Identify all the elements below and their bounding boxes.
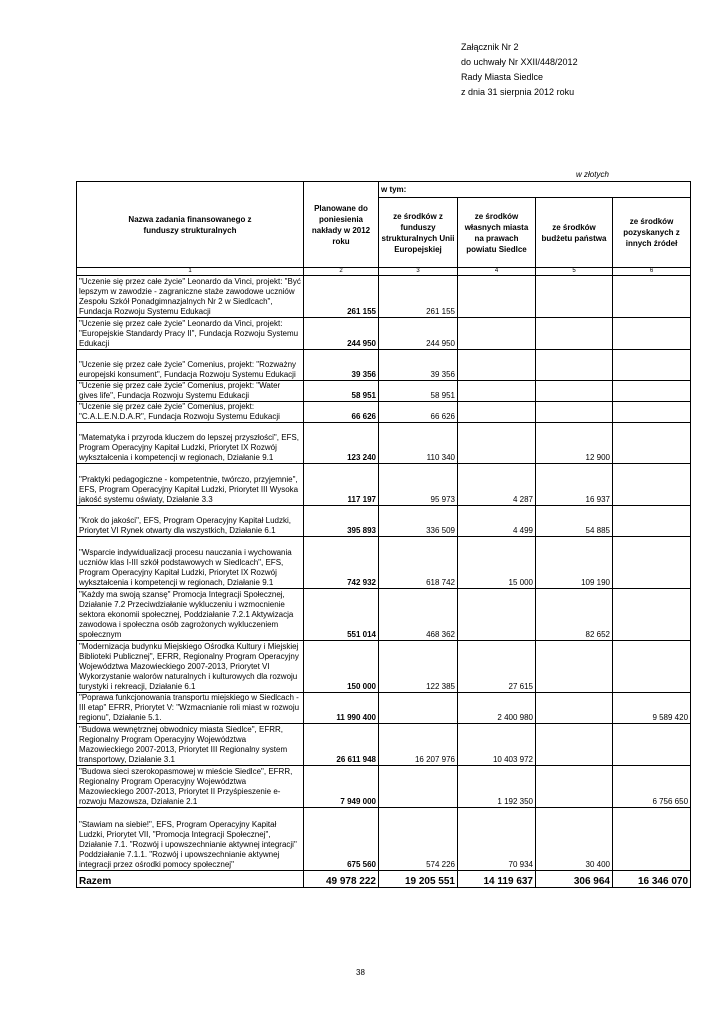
- state-value: 82 652: [536, 589, 613, 641]
- own-value: [458, 589, 536, 641]
- other-value: [613, 276, 691, 318]
- own-value: [458, 318, 536, 350]
- task-name: "Praktyki pedagogiczne - kompetentnie, twórczo, przyjemnie", EFS, Program Operacyjny Kapitał Ludzki, Priorytet III Wysoka jakość systemu oświaty, Działanie 3.3: [77, 464, 304, 506]
- state-value: 109 190: [536, 537, 613, 589]
- column-header-eu: ze środków z funduszy strukturalnych Unii Europejskiej: [379, 198, 458, 268]
- other-value: 6 756 650: [613, 766, 691, 808]
- other-value: [613, 318, 691, 350]
- total-other: 16 346 070: [613, 871, 691, 888]
- other-value: [613, 589, 691, 641]
- column-number: 2: [304, 268, 379, 276]
- page-number: 38: [356, 968, 365, 977]
- own-value: [458, 276, 536, 318]
- eu-value: 468 362: [379, 589, 458, 641]
- task-name: "Krok do jakości", EFS, Program Operacyjny Kapitał Ludzki, Priorytet VI Rynek otwarty dla wszystkich, Działanie 6.1: [77, 506, 304, 537]
- eu-value: 618 742: [379, 537, 458, 589]
- state-value: [536, 766, 613, 808]
- other-value: [613, 641, 691, 693]
- own-value: 70 934: [458, 808, 536, 871]
- table-row: [77, 641, 691, 693]
- state-value: 16 937: [536, 464, 613, 506]
- eu-value: 58 951: [379, 381, 458, 402]
- column-header-wtym: w tym:: [379, 182, 691, 198]
- task-name: "Uczenie się przez całe życie" Comenius, projekt: "Rozważny europejski konsument", Fundacja Rozwoju Systemu Edukacji: [77, 350, 304, 381]
- other-value: [613, 402, 691, 423]
- own-value: 2 400 980: [458, 693, 536, 724]
- task-name: "Poprawa funkcjonowania transportu miejskiego w Siedlcach - III etap" EFRR, Priorytet V: "Wzmacnianie roli miast w rozwoju regionu", Działanie 5.1.: [77, 693, 304, 724]
- table-row: [77, 423, 691, 464]
- other-value: [613, 537, 691, 589]
- table-row: [77, 318, 691, 350]
- planned-value: 261 155: [304, 276, 379, 318]
- table-row: [77, 464, 691, 506]
- other-value: [613, 464, 691, 506]
- task-name: "Uczenie się przez całe życie" Leonardo da Vinci, projekt: "Być lepszym w zawodzie - zagraniczne staże zawodowe uczniów Zespołu Szkół Ponadgimnazjalnych Nr 2 w Siedlcach", Fundacja Rozwoju Systemu Edukacji: [77, 276, 304, 318]
- eu-value: 16 207 976: [379, 724, 458, 766]
- column-header-own: ze środków własnych miasta na prawach powiatu Siedlce: [458, 198, 536, 268]
- planned-value: 675 560: [304, 808, 379, 871]
- own-value: [458, 350, 536, 381]
- column-number: 3: [379, 268, 458, 276]
- own-value: 10 403 972: [458, 724, 536, 766]
- planned-value: 244 950: [304, 318, 379, 350]
- planned-value: 551 014: [304, 589, 379, 641]
- task-name: "Uczenie się przez całe życie" Comenius, projekt: "C.A.L.E.N.D.A.R", Fundacja Rozwoju Systemu Edukacji: [77, 402, 304, 423]
- planned-value: 7 949 000: [304, 766, 379, 808]
- other-value: 9 589 420: [613, 693, 691, 724]
- column-number: 4: [458, 268, 536, 276]
- task-name: "Stawiam na siebie!", EFS, Program Operacyjny Kapitał Ludzki, Priorytet VII, "Promocja Integracji Społecznej", Działanie 7.1. "Rozwój i upowszechnianie aktywnej integracji" Poddziałanie 7.1.1. "Rozwój i upowszechnianie aktywnej integracji przez ośrodki pomocy społecznej": [77, 808, 304, 871]
- total-planned: 49 978 222: [304, 871, 379, 888]
- column-number: 6: [613, 268, 691, 276]
- table-row: [77, 766, 691, 808]
- task-name: "Budowa sieci szerokopasmowej w mieście Siedlce", EFRR, Regionalny Program Operacyjny Województwa Mazowieckiego 2007-2013, Priorytet II Przyśpieszenie e-rozwoju Mazowsza, Działanie 2.1: [77, 766, 304, 808]
- column-number: 5: [536, 268, 613, 276]
- eu-value: 66 626: [379, 402, 458, 423]
- task-name: "Uczenie się przez całe życie" Leonardo da Vinci, projekt: "Europejskie Standardy Pracy II", Fundacja Rozwoju Systemu Edukacji: [77, 318, 304, 350]
- table-row: [77, 276, 691, 318]
- planned-value: 58 951: [304, 381, 379, 402]
- attachment-header: [461, 40, 578, 100]
- table-row: [77, 808, 691, 871]
- table-row: [77, 724, 691, 766]
- eu-value: 122 385: [379, 641, 458, 693]
- planned-value: 66 626: [304, 402, 379, 423]
- eu-value: 39 356: [379, 350, 458, 381]
- planned-value: 26 611 948: [304, 724, 379, 766]
- total-own: 14 119 637: [458, 871, 536, 888]
- task-name: "Każdy ma swoją szansę" Promocja Integracji Społecznej, Działanie 7.2 Przeciwdziałanie wykluczeniu i wzmocnienie sektora ekonomii społecznej, Poddziałanie 7.2.1 Aktywizacja zawodowa i społeczna osób zagrożonych wykluczeniem społecznym: [77, 589, 304, 641]
- planned-value: 11 990 400: [304, 693, 379, 724]
- state-value: [536, 318, 613, 350]
- total-label: Razem: [77, 871, 304, 888]
- task-name: "Matematyka i przyroda kluczem do lepszej przyszłości", EFS, Program Operacyjny Kapitał Ludzki, Priorytet IX Rozwój wykształcenia i kompetencji w regionach, Działanie 9.1: [77, 423, 304, 464]
- table-row: [77, 402, 691, 423]
- table-row: [77, 693, 691, 724]
- attachment-number: Załącznik Nr 2: [461, 42, 519, 52]
- eu-value: 261 155: [379, 276, 458, 318]
- table-row: [77, 350, 691, 381]
- planned-value: 39 356: [304, 350, 379, 381]
- state-value: 12 900: [536, 423, 613, 464]
- eu-value: 110 340: [379, 423, 458, 464]
- task-name: "Uczenie się przez całe życie" Comenius, projekt: "Water gives life", Fundacja Rozwoju Systemu Edukacji: [77, 381, 304, 402]
- state-value: [536, 693, 613, 724]
- total-row: [77, 871, 691, 888]
- resolution-date: z dnia 31 sierpnia 2012 roku: [461, 87, 575, 97]
- column-header-name: Nazwa zadania finansowanego z funduszy strukturalnych: [77, 182, 304, 268]
- own-value: 4 287: [458, 464, 536, 506]
- other-value: [613, 506, 691, 537]
- state-value: [536, 350, 613, 381]
- other-value: [613, 724, 691, 766]
- table-row: [77, 506, 691, 537]
- other-value: [613, 808, 691, 871]
- eu-value: 336 509: [379, 506, 458, 537]
- own-value: [458, 423, 536, 464]
- resolution-number: do uchwały Nr XXII/448/2012: [461, 57, 578, 67]
- column-number: 1: [77, 268, 304, 276]
- task-name: "Wsparcie indywidualizacji procesu nauczania i wychowania uczniów klas I-III szkół podstawowych w Siedlcach", EFS, Program Operacyjny Kapitał Ludzki, Priorytet IX Rozwój wykształcenia i kompetencji w regionach, Działanie 9.1: [77, 537, 304, 589]
- funding-table: [76, 181, 691, 888]
- state-value: [536, 381, 613, 402]
- state-value: [536, 402, 613, 423]
- own-value: [458, 381, 536, 402]
- own-value: [458, 402, 536, 423]
- task-name: "Modernizacja budynku Miejskiego Ośrodka Kultury i Miejskiej Biblioteki Publicznej", EFRR, Regionalny Program Operacyjny Województwa Mazowieckiego 2007-2013, Priorytet VI Wykorzystanie walorów naturalnych i kulturowych dla rozwoju turystyki i rekreacji, Działanie 6.1: [77, 641, 304, 693]
- eu-value: 95 973: [379, 464, 458, 506]
- planned-value: 742 932: [304, 537, 379, 589]
- other-value: [613, 350, 691, 381]
- own-value: 4 499: [458, 506, 536, 537]
- planned-value: 123 240: [304, 423, 379, 464]
- state-value: [536, 641, 613, 693]
- table-row: [77, 381, 691, 402]
- total-eu: 19 205 551: [379, 871, 458, 888]
- eu-value: [379, 766, 458, 808]
- currency-unit: w złotych: [576, 170, 609, 179]
- column-number-row: [77, 268, 691, 276]
- other-value: [613, 423, 691, 464]
- council-name: Rady Miasta Siedlce: [461, 72, 544, 82]
- planned-value: 117 197: [304, 464, 379, 506]
- own-value: 1 192 350: [458, 766, 536, 808]
- table-row: [77, 537, 691, 589]
- own-value: 15 000: [458, 537, 536, 589]
- state-value: 54 885: [536, 506, 613, 537]
- total-state: 306 964: [536, 871, 613, 888]
- state-value: 30 400: [536, 808, 613, 871]
- state-value: [536, 724, 613, 766]
- own-value: 27 615: [458, 641, 536, 693]
- planned-value: 395 893: [304, 506, 379, 537]
- task-name: "Budowa wewnętrznej obwodnicy miasta Siedlce", EFRR, Regionalny Program Operacyjny Województwa Mazowieckiego 2007-2013, Priorytet III Regionalny system transportowy, Działanie 3.1: [77, 724, 304, 766]
- table-row: [77, 589, 691, 641]
- eu-value: [379, 693, 458, 724]
- eu-value: 244 950: [379, 318, 458, 350]
- other-value: [613, 381, 691, 402]
- column-header-other: ze środków pozyskanych z innych źródeł: [613, 198, 691, 268]
- state-value: [536, 276, 613, 318]
- eu-value: 574 226: [379, 808, 458, 871]
- column-header-state: ze środków budżetu państwa: [536, 198, 613, 268]
- planned-value: 150 000: [304, 641, 379, 693]
- column-header-planned: Planowane do poniesienia nakłady w 2012 roku: [304, 182, 379, 268]
